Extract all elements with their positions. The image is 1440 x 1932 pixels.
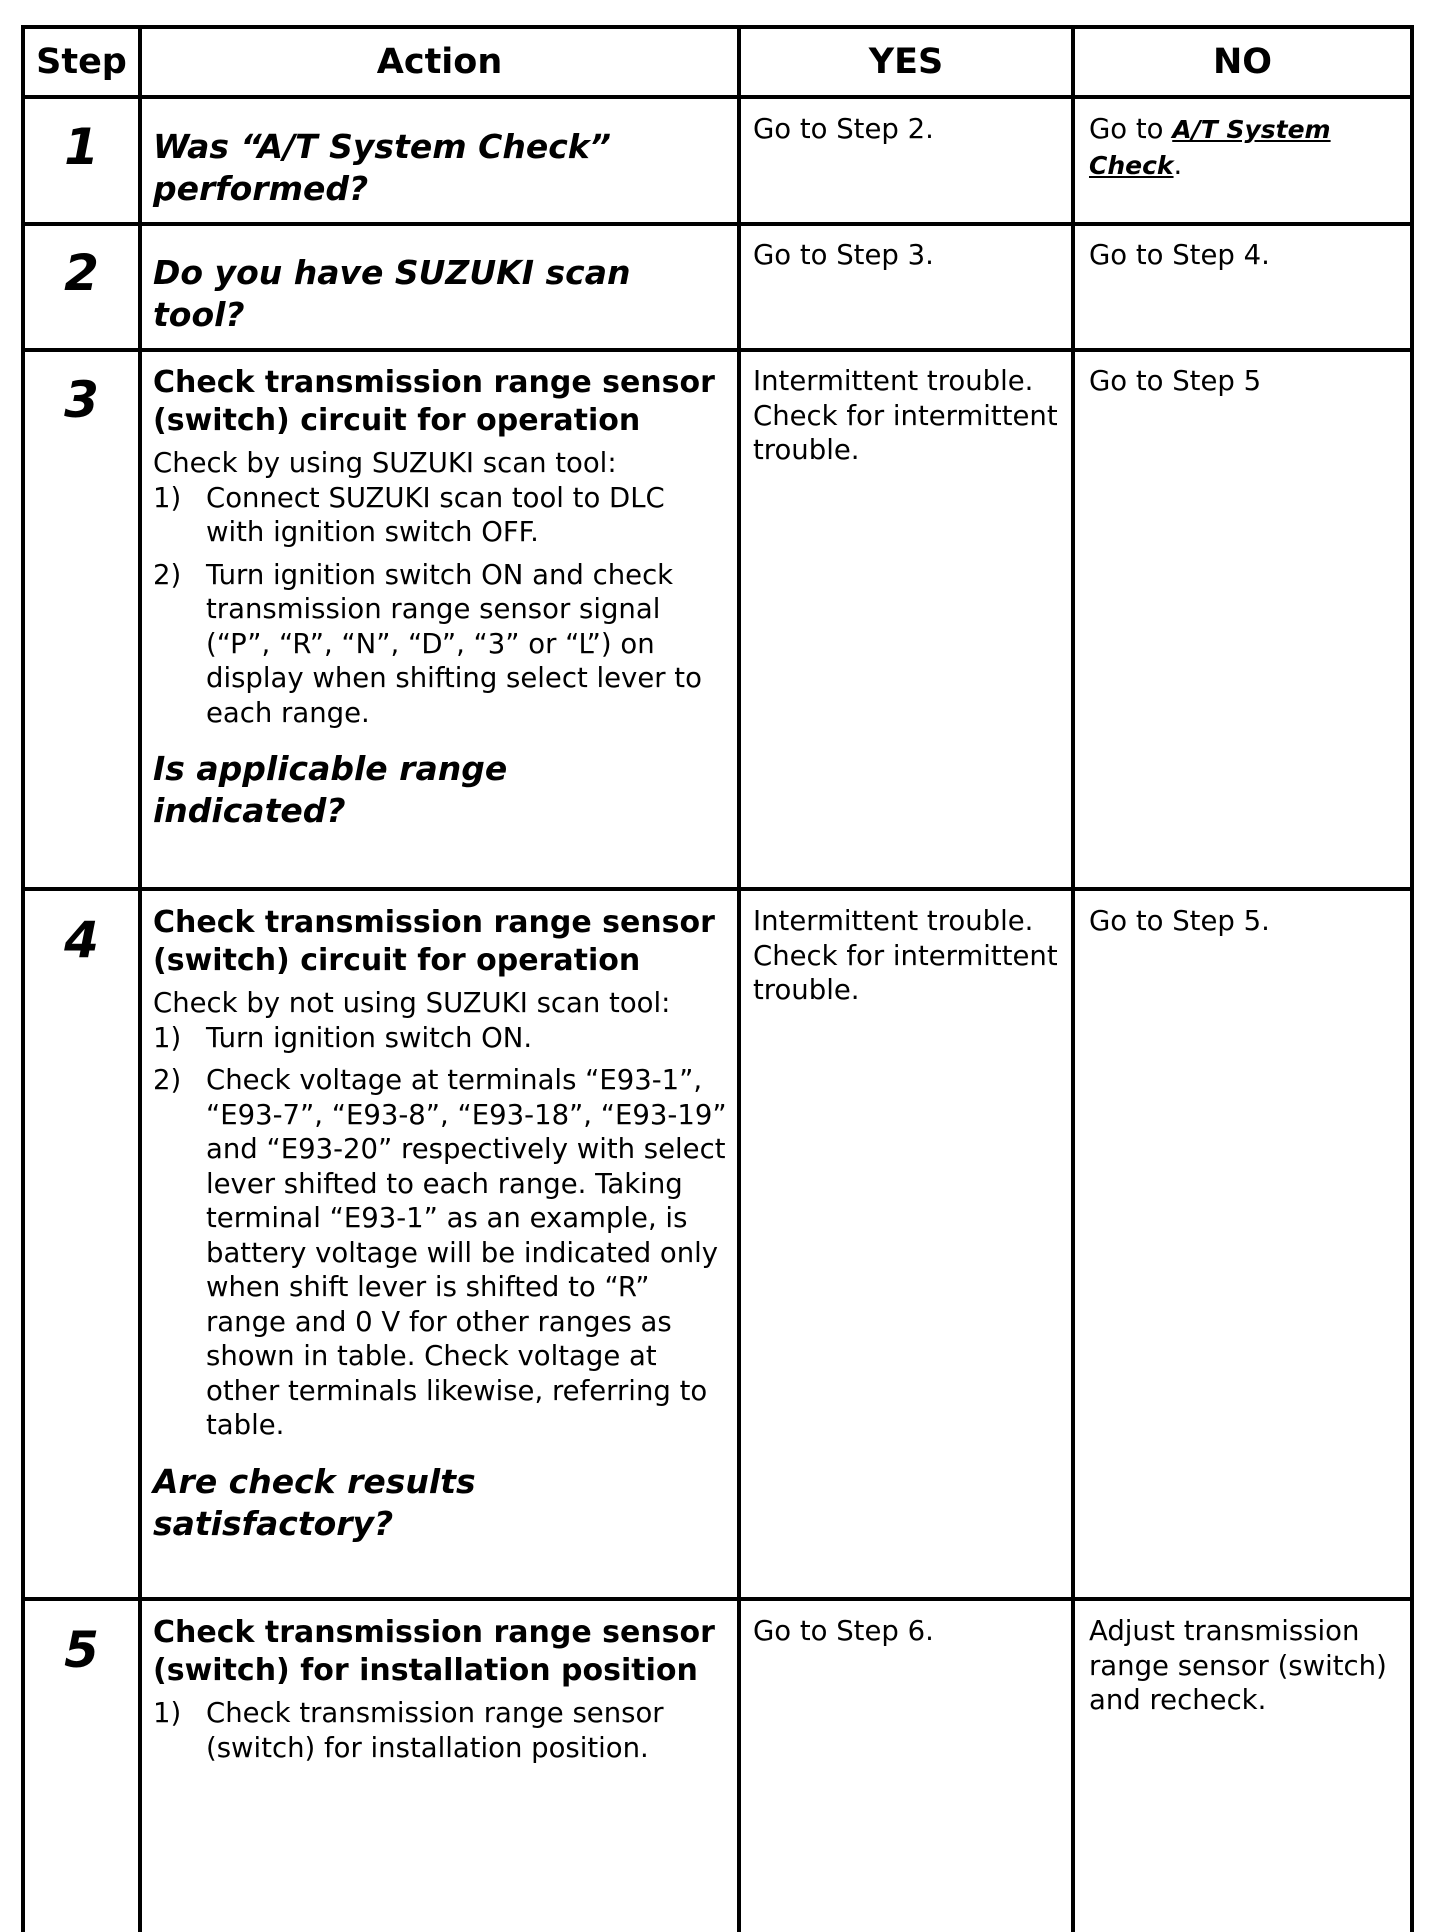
step-3-item-1-text: Connect SUZUKI scan tool to DLC with ignition switch OFF. xyxy=(206,481,665,548)
at-system-check-link[interactable]: A/T System Check xyxy=(1089,115,1331,180)
header-action: Action xyxy=(376,42,503,82)
step-3-intro: Check by using SUZUKI scan tool: xyxy=(153,447,617,479)
step-3-question: Is applicable range indicated? xyxy=(153,749,508,830)
step-2-no: Go to Step 4. xyxy=(1089,239,1270,271)
step-2-question: Do you have SUZUKI scan tool? xyxy=(153,253,631,334)
step-number-5: 5 xyxy=(64,1621,99,1679)
step-4-yes: Intermittent trouble. Check for intermittent trouble. xyxy=(753,905,1058,1006)
step-1-no-prefix: Go to xyxy=(1089,113,1173,145)
step-5-no: Adjust transmission range sensor (switch) and recheck. xyxy=(1089,1615,1387,1716)
step-number-1: 1 xyxy=(64,118,99,176)
step-4-item-2-num: 2) xyxy=(153,1064,182,1096)
step-3-title: Check transmission range sensor (switch) circuit for operation xyxy=(153,365,715,438)
step-5-action xyxy=(153,1614,728,1773)
step-5-item-1-text: Check transmission range sensor (switch) for installation position. xyxy=(206,1697,664,1764)
step-4-action xyxy=(153,904,728,1545)
col-border-right xyxy=(1410,25,1414,1932)
step-5-item-1-num: 1) xyxy=(153,1697,182,1729)
step-1-no-suffix: . xyxy=(1173,148,1183,181)
step-1-no xyxy=(1089,112,1399,183)
row-divider-3 xyxy=(21,887,1414,891)
step-3-action xyxy=(153,364,728,832)
row-divider-1 xyxy=(21,222,1414,226)
step-3-no: Go to Step 5 xyxy=(1089,365,1262,397)
step-4-body xyxy=(153,986,728,1443)
header-no: NO xyxy=(1212,42,1273,82)
step-4-item-2 xyxy=(153,1063,728,1443)
step-4-item-1-num: 1) xyxy=(153,1021,182,1054)
step-3-body xyxy=(153,446,728,730)
step-4-no: Go to Step 5. xyxy=(1089,905,1270,937)
step-1-yes: Go to Step 2. xyxy=(753,113,934,145)
step-number-4: 4 xyxy=(64,911,99,969)
step-4-title: Check transmission range sensor (switch) circuit for operation xyxy=(153,905,715,978)
step-5-item-1 xyxy=(153,1696,728,1765)
step-4-question: Are check results satisfactory? xyxy=(153,1461,476,1543)
header-step: Step xyxy=(36,42,127,82)
step-4-intro: Check by not using SUZUKI scan tool: xyxy=(153,987,671,1019)
step-3-item-2 xyxy=(153,558,728,731)
step-number-3: 3 xyxy=(64,371,99,429)
col-divider-step xyxy=(138,25,142,1932)
step-1-question: Was “A/T System Check” performed? xyxy=(153,127,611,208)
col-divider-action xyxy=(737,25,741,1932)
step-3-item-2-num: 2) xyxy=(153,558,182,591)
row-divider-4 xyxy=(21,1597,1414,1601)
step-number-2: 2 xyxy=(64,244,99,302)
step-5-title: Check transmission range sensor (switch) for installation position xyxy=(153,1615,715,1688)
step-3-item-2-text: Turn ignition switch ON and check transmission range sensor signal (“P”, “R”, “N”, “D”, “3” or “L”) on display when shifting select lever to each range. xyxy=(206,558,702,729)
step-3-item-1-num: 1) xyxy=(153,481,182,514)
step-3-item-1 xyxy=(153,481,728,550)
step-4-item-1-text: Turn ignition switch ON. xyxy=(206,1021,533,1054)
row-divider-2 xyxy=(21,348,1414,352)
step-4-item-1 xyxy=(153,1021,728,1056)
step-5-yes: Go to Step 6. xyxy=(753,1615,934,1647)
step-5-body xyxy=(153,1696,728,1765)
header-yes: YES xyxy=(868,42,944,82)
step-4-item-2-text: Check voltage at terminals “E93-1”, “E93-7”, “E93-8”, “E93-18”, “E93-19” and “E93-20” respectively with select lever shifted to each range. Taking terminal “E93-1” as an example, is battery voltage will be indicated only when shift lever is shifted to “R” range and 0 V for other ranges as shown in table. Check voltage at other terminals likewise, referring to table. xyxy=(206,1064,727,1441)
step-3-yes: Intermittent trouble. Check for intermittent trouble. xyxy=(753,365,1058,466)
step-2-yes: Go to Step 3. xyxy=(753,239,934,271)
col-divider-yes xyxy=(1071,25,1075,1932)
